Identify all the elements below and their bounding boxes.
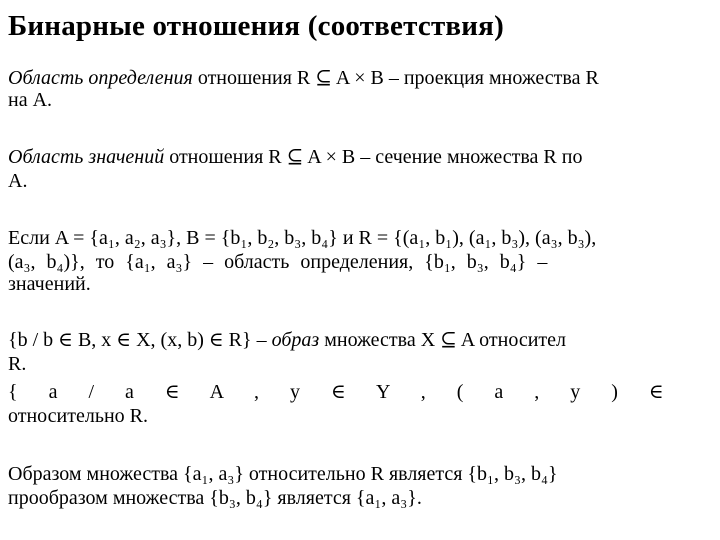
conclusion-line-2: прообразом множества {b₃, b₄} является {a₁, a₃}. [8, 487, 422, 509]
domain-definition-line-1 [8, 66, 599, 90]
range-definition-line-2: A. [8, 170, 28, 192]
image-definition-line-1 [8, 328, 566, 352]
slide-title: Бинарные отношения (соответствия) [8, 10, 504, 42]
image-definition-text: множества X ⊆ A относител [319, 329, 566, 351]
domain-definition-line-2: на A. [8, 89, 53, 111]
term-image: образ [271, 329, 320, 351]
term-domain: Область определения [8, 67, 193, 89]
conclusion-line-1: Образом множества {a₁, a₃} относительно R является {b₁, b₃, b₄} [8, 463, 558, 485]
image-set-notation: {b / b ∈ B, x ∈ X, (x, b) ∈ R} – [8, 329, 272, 351]
range-definition-line-1 [8, 145, 582, 169]
term-range: Область значений [8, 146, 165, 168]
preimage-notation-line: { a / a ∈ A , y ∈ Y , ( a , y ) ∈ [8, 381, 668, 403]
preimage-definition-line: относительно R. [8, 405, 149, 427]
domain-definition-text: отношения R ⊆ A × B – проекция множества R [192, 67, 599, 89]
range-definition-text: отношения R ⊆ A × B – сечение множества R по [164, 146, 583, 168]
example-line-2: (a₃, b₄)}, то {a₁, a₃} – область определения, {b₁, b₃, b₄} – [8, 251, 548, 273]
example-line-3: значений. [8, 273, 91, 295]
image-definition-line-2: R. [8, 353, 27, 375]
example-line-1: Если A = {a₁, a₂, a₃}, B = {b₁, b₂, b₃, b₄} и R = {(a₁, b₁), (a₁, b₃), (a₃, b₃), [8, 227, 597, 249]
